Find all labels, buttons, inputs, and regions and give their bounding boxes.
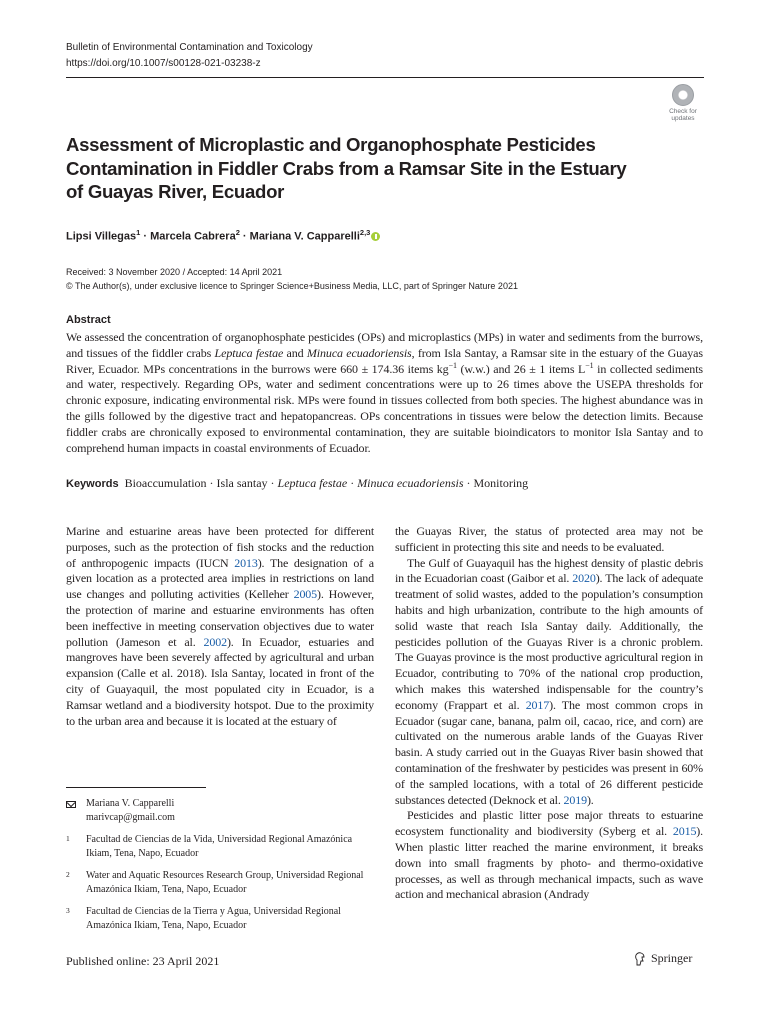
species-name: Minuca ecuadoriensis (306, 345, 412, 360)
journal-name: Bulletin of Environmental Contamination and Toxicology (66, 42, 313, 53)
body-column-right (395, 524, 703, 903)
citation-link[interactable]: 2005 (293, 587, 318, 602)
springer-logo (634, 951, 692, 966)
citation-link[interactable]: 2013 (234, 555, 258, 570)
affiliation-number: 2 (66, 870, 70, 879)
citation-link[interactable]: 2015 (672, 824, 697, 839)
published-online: Published online: 23 April 2021 (66, 954, 220, 968)
author-name[interactable]: Marcela Cabrera (150, 230, 236, 243)
affiliation-number: 1 (66, 834, 70, 843)
author-affiliation: 2,3 (359, 228, 371, 237)
body-paragraph: the Guayas River, the status of protected area may not be sufficient in protecting this site and needs to be evaluated. (395, 524, 703, 554)
check-for-updates-button[interactable] (662, 84, 704, 126)
affiliation-footnote (66, 869, 374, 896)
corresponding-author (66, 797, 374, 824)
citation-link[interactable]: 2019 (563, 792, 587, 807)
abstract-text: We assessed the concentration of organophosphate pesticides (OPs) and microplastics (MPs) in water and sediments from the burrows, and tissues of the fiddler crabs Leptuca festae and Minuca ecuadoriensis, from Isla Santay, a Ramsar site in the estuary of the Guayas River, Ecuador. MPs concentrations in the burrows were 660 ± 174.36 items $kg^{-1}$ (w.w.) and 26 ± 1 items $L^{-1}$ in collected sediments and water, respectively. Regarding OPs, water and sediment concentrations were up to 26 times above the USEPA thresholds for chronic exposure, indicating environmental risk. MPs were found in tissues collected from both species. The highest abundance was in the gills followed by the digestive tract and hepatopancreas. OPs concentrations in tissues were below the detection limits. Because fiddler crabs are chronically exposed to environmental contamination, they are suitable bioindicators to monitor Isla Santay and to comprehend human impacts in coastal environments of Ecuador. (66, 330, 703, 455)
citation-link[interactable]: 2017 (525, 697, 550, 712)
author-affiliation: 2 (235, 228, 240, 237)
author-list: Lipsi Villegas$^1$ · Marcela Cabrera$^2$ · Mariana V. Capparelli$^{2,3}$ (66, 226, 380, 244)
header-rule (66, 77, 704, 78)
article-dates (66, 265, 518, 293)
received-accepted: Received: 3 November 2020 / Accepted: 14 April 2021 (66, 267, 283, 277)
affiliation-text: Water and Aquatic Resources Research Group, Universidad Regional Amazónica Ikiam, Tena, Napo, Ecuador (86, 870, 364, 895)
abstract-heading: Abstract (66, 314, 111, 326)
footnotes (66, 797, 374, 941)
springer-horse-icon (634, 952, 646, 966)
corresponding-email[interactable]: marivcap@gmail.com (86, 811, 175, 823)
author-affiliation: 1 (136, 228, 141, 237)
body-paragraph: Pesticides and plastic litter pose major threats to estuarine ecosystem functionality and biodiversity (Syberg et al. 2015). When plastic litter reached the marine environment, it breaks down into small fragments by photo- and thermo-oxidative processes, as well as through mechanical impacts, such as wave action and mechanical abrasion (Andrady (395, 808, 703, 902)
affiliation-text: Facultad de Ciencias de la Tierra y Agua, Universidad Regional Amazónica Ikiam, Tena, Napo, Ecuador (86, 906, 341, 931)
publisher-name: Springer (651, 951, 693, 965)
doi-link[interactable]: https://doi.org/10.1007/s00128-021-03238-z (66, 58, 261, 69)
body-column-left (66, 524, 374, 729)
citation-link[interactable]: 2020 (572, 571, 596, 586)
copyright-notice: © The Author(s), under exclusive licence to Springer Science+Business Media, LLC, part of Springer Nature 2021 (66, 281, 518, 291)
keywords-label: Keywords (66, 478, 119, 490)
affiliation-text: Facultad de Ciencias de la Vida, Universidad Regional Amazónica Ikiam, Tena, Napo, Ecuador (86, 834, 353, 859)
body-paragraph: Marine and estuarine areas have been protected for different purposes, such as the protection of fish stocks and the reduction of anthropogenic impacts (IUCN 2013). The designation of a given location as a protected area implies in restrictions on land use changes and polluting activities (Kelleher 2005). However, the protection of marine and estuarine environments has often been ineffective in meeting conservation objectives due to water pollution (Jameson et al. 2002). In Ecuador, estuaries and mangroves have been severely affected by agricultural and urban expansion (Calle et al. 2018). Isla Santay, located in front of the city of Guayaquil, the most populated city in Ecuador, is a Ramsar wetland and a biodiversity hotspot. Due to the proximity to the urban area and because it is located at the estuary of (66, 524, 374, 728)
affiliation-footnote (66, 905, 374, 932)
crossmark-icon (672, 84, 694, 106)
body-paragraph: The Gulf of Guayaquil has the highest density of plastic debris in the Ecuadorian coast (Gaibor et al. 2020). The lack of adequate treatment of solid wastes, added to the population’s consumption habits and high urbanization, contribute to the high amounts of solid waste that reach Isla Santay daily. Additionally, the pesticides pollution of the Guayas River is a chronic problem. The Guayas province is the most productive agricultural region in Ecuador, contributing to 70% of the national crop production, which makes this watershed indispensable for the country’s economy (Frappart et al. 2017). The most common crops in Ecuador (sugar cane, banana, palm oil, cacao, rice, and corn) are cultivated on the numerous arable lands of the Guayas River basin. A study carried out in the Guayas River basin showed that contamination of the freshwater by pesticides was present in 60% of the sampled locations, with a total of 26 different pesticide substances detected (Deknock et al. 2019). (395, 555, 704, 807)
footnote-rule (66, 787, 206, 788)
article-title: Assessment of Microplastic and Organophosphate Pesticides Contamination in Fiddler Crabs from a Ramsar Site in the Estuary of Guayas River, Ecuador (66, 134, 627, 202)
orcid-icon[interactable] (371, 232, 380, 241)
check-updates-line2: updates (671, 115, 695, 122)
species-name: Leptuca festae (214, 345, 284, 360)
author-name[interactable]: Lipsi Villegas (66, 230, 137, 243)
journal-header (66, 40, 313, 72)
affiliation-number: 3 (66, 906, 70, 915)
envelope-icon (66, 801, 76, 808)
check-updates-line1: Check for (669, 108, 697, 115)
keywords: Keywords Bioaccumulation · Isla santay · Leptuca festae · Minuca ecuadoriensis · Monitoring (66, 476, 529, 490)
author-name[interactable]: Mariana V. Capparelli (249, 230, 360, 243)
affiliation-footnote (66, 833, 374, 860)
citation-link[interactable]: 2002 (203, 634, 227, 649)
corresponding-name: Mariana V. Capparelli (86, 798, 175, 809)
